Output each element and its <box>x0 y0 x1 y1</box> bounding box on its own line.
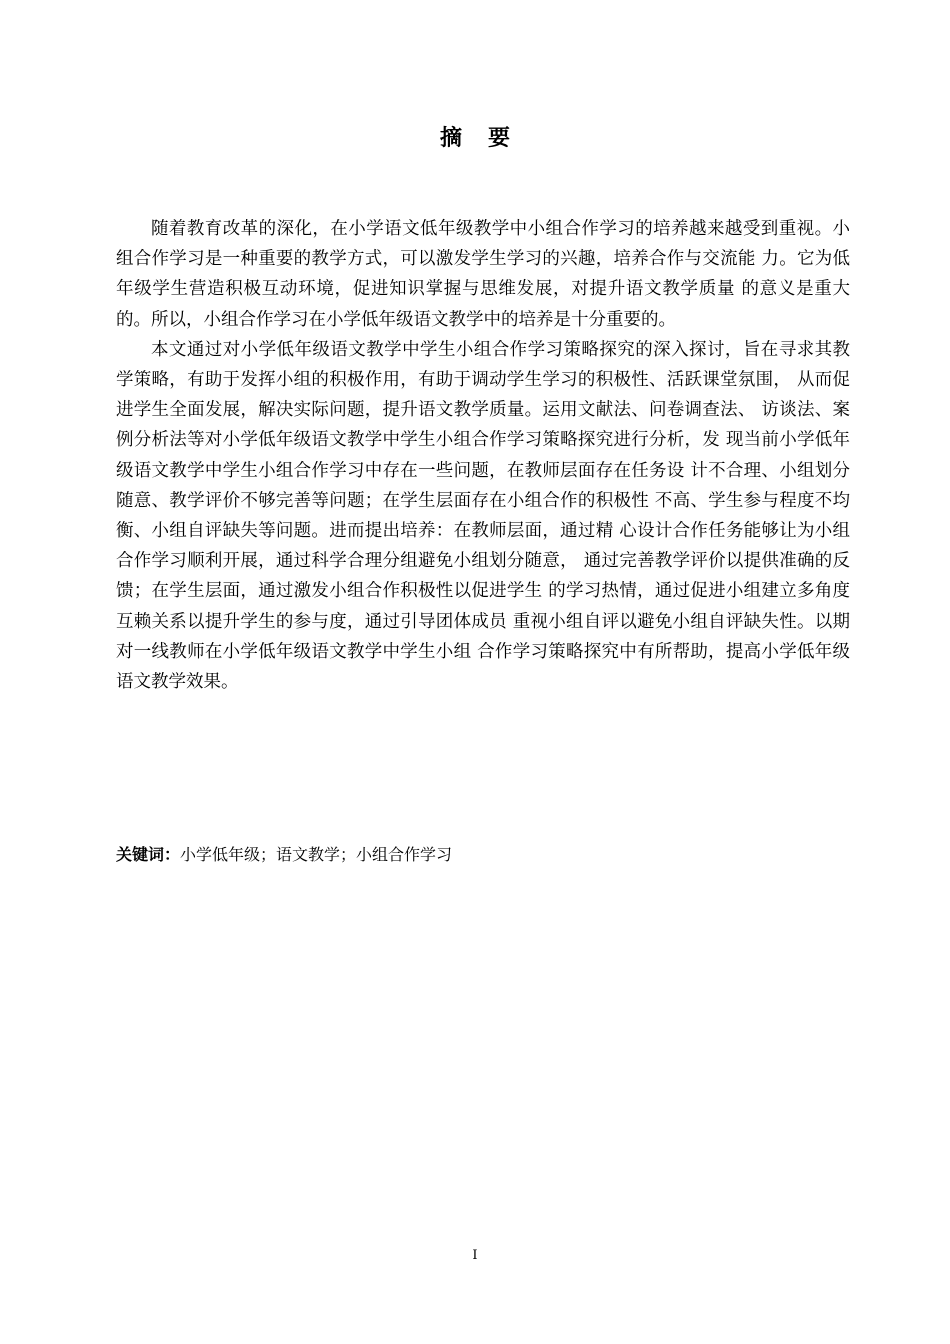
title-char-1: 摘 <box>439 126 462 151</box>
abstract-paragraph-2: 本文通过对小学低年级语文教学中学生小组合作学习策略探究的深入探讨，旨在寻求其教学策略，有助于发挥小组的积极作用，有助于调动学生学习的积极性、活跃课堂氛围， 从而促进学生全面发展，解决实际问题，提升语文教学质量。运用文献法、问卷调查法、 访谈法、案例分析法等对小学低年级语文教学中学生小组合作学习策略探究进行分析，发 现当前小学低年级语文教学中学生小组合作学习中存在一些问题，在教师层面存在任务设 计不合理、小组划分随意、教学评价不够完善等问题；在学生层面存在小组合作的积极性 不高、学生参与程度不均衡、小组自评缺失等问题。进而提出培养：在教师层面，通过精 心设计合作任务能够让为小组合作学习顺利开展，通过科学合理分组避免小组划分随意， 通过完善教学评价以提供准确的反馈；在学生层面，通过激发小组合作积极性以促进学生 的学习热情，通过促进小组建立多角度互赖关系以提升学生的参与度，通过引导团体成员 重视小组自评以避免小组自评缺失性。以期对一线教师在小学低年级语文教学中学生小组 合作学习策略探究中有所帮助，提高小学低年级语文教学效果。 <box>116 339 850 693</box>
keywords-line <box>116 842 850 868</box>
abstract-paragraph-1: 随着教育改革的深化，在小学语文低年级教学中小组合作学习的培养越来越受到重视。小组合作学习是一种重要的教学方式，可以激发学生学习的兴趣，培养合作与交流能 力。它为低年级学生营造积极互动环境，促进知识掌握与思维发展，对提升语文教学质量 的意义是重大的。所以，小组合作学习在小学低年级语文教学中的培养是十分重要的。 <box>116 219 850 330</box>
abstract-title <box>0 124 950 154</box>
page-number: I <box>472 1248 478 1263</box>
title-char-2: 要 <box>488 126 511 151</box>
abstract-body <box>116 214 850 697</box>
keywords-label: 关键词： <box>116 845 181 864</box>
keywords-value: 小学低年级；语文教学；小组合作学习 <box>180 845 453 864</box>
